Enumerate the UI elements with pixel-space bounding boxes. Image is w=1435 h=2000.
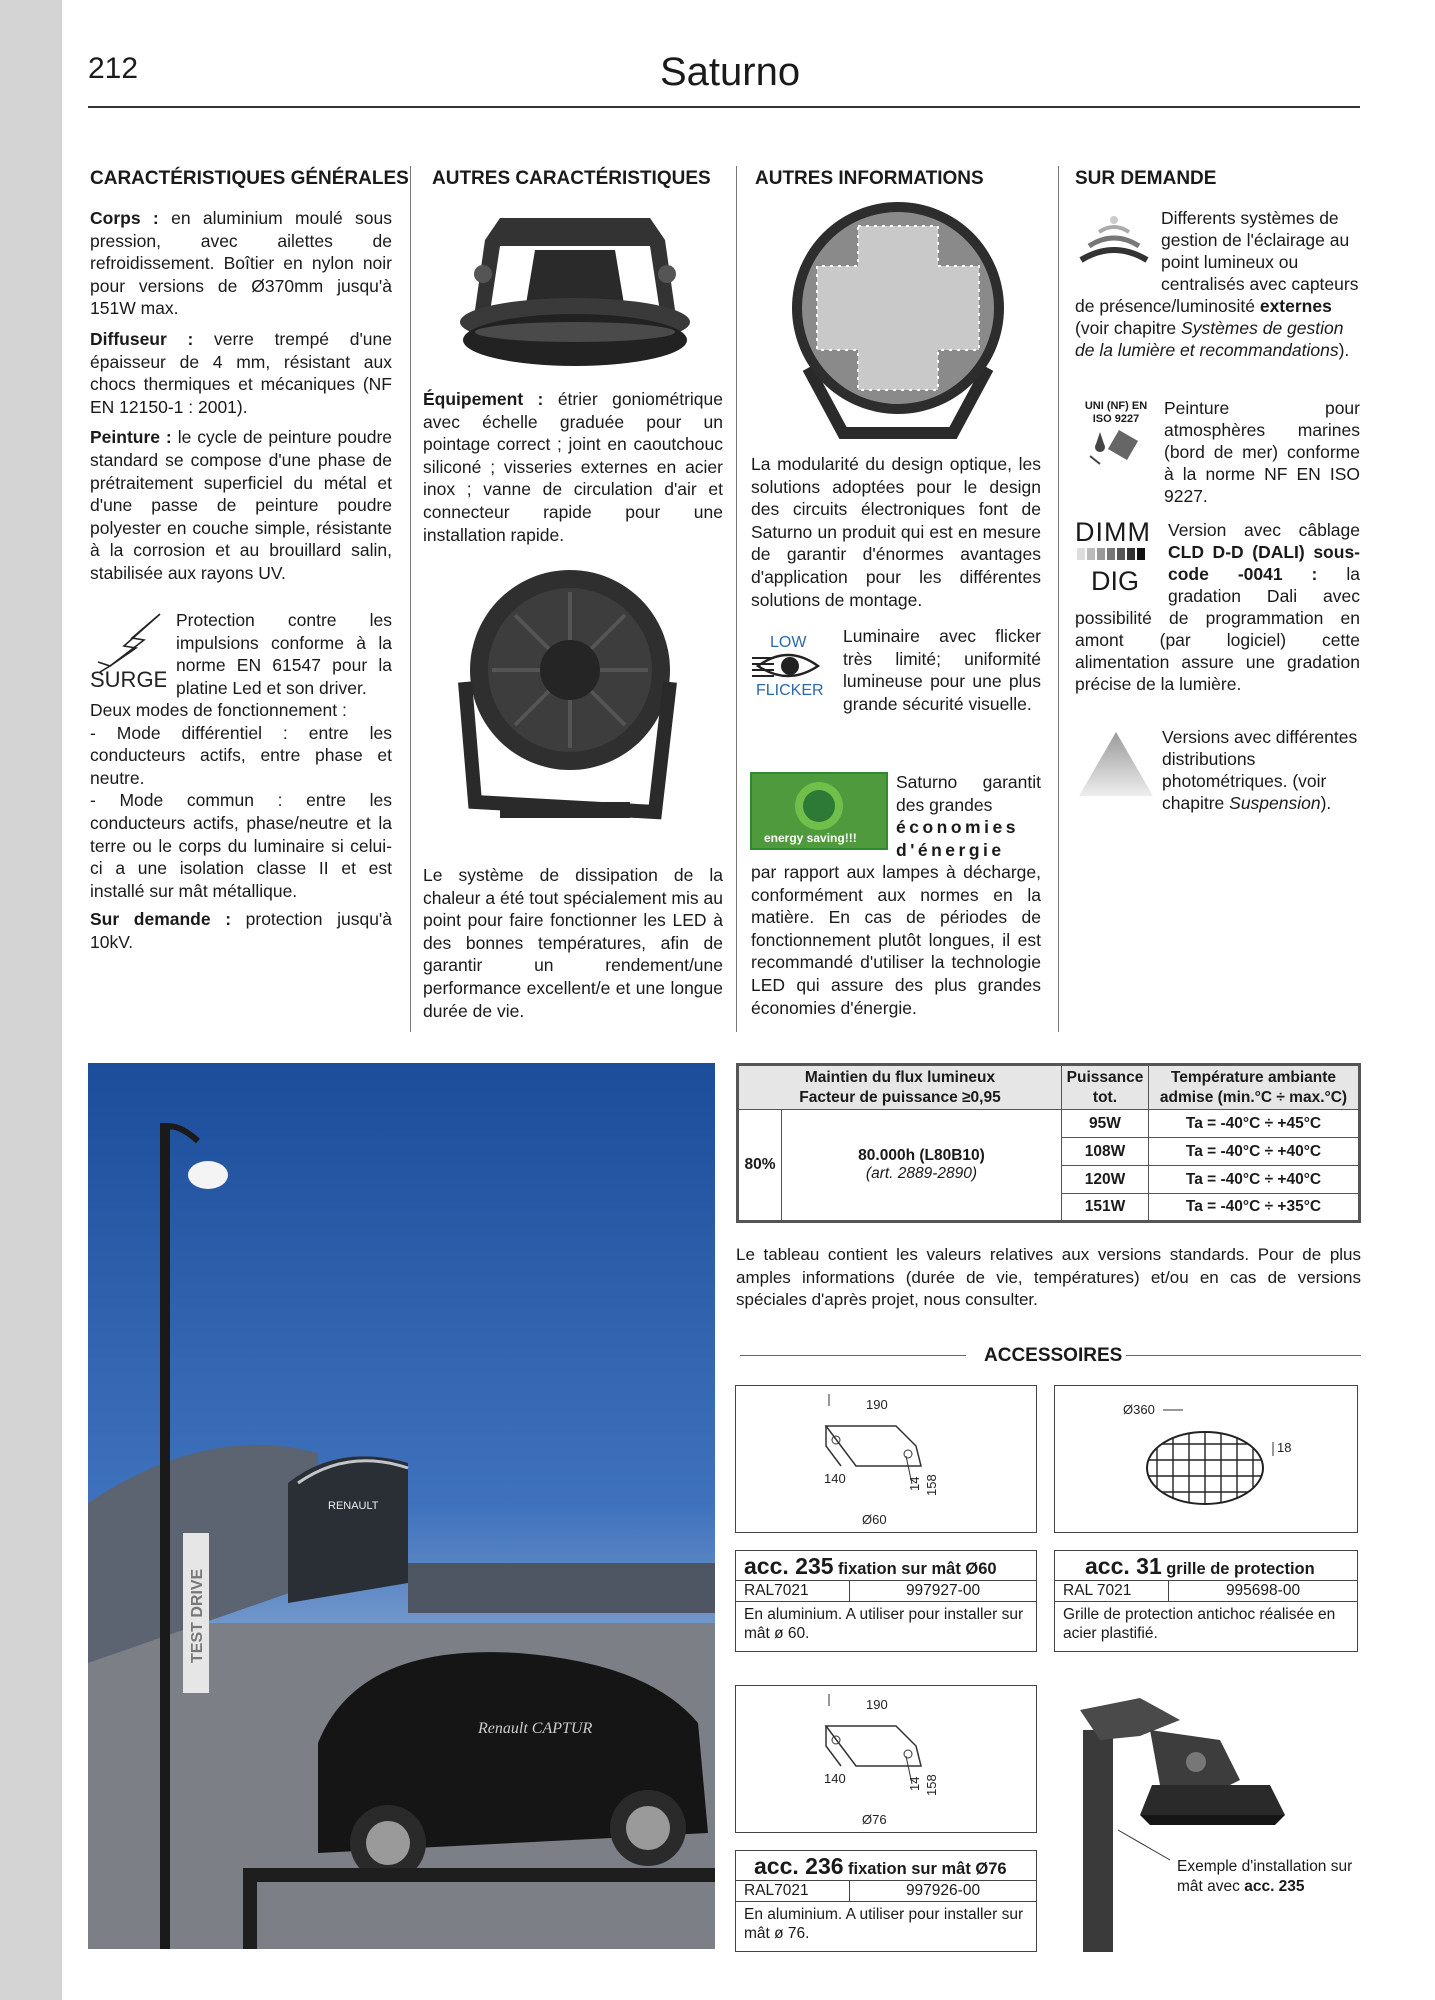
header-power-line2: tot. [1092, 1088, 1118, 1106]
lifetime-value: 80.000h (L80B10) [858, 1147, 985, 1164]
flicker-text: Luminaire avec flicker très limité; uniformité lumineuse pour une plus grande sécurité visuelle. [843, 626, 1041, 714]
accessories-rule-right [1126, 1355, 1361, 1356]
power-cell: 151W [1061, 1194, 1148, 1222]
col1-body [90, 207, 392, 593]
gestion-chapter: Systèmes de gestion de la lumière et recommandations [1075, 318, 1344, 360]
installation-example-image [1070, 1690, 1370, 1952]
diffuseur-label: Diffuseur : [90, 328, 194, 349]
acc235-title [736, 1551, 1036, 1580]
acc235-dim-height: 14 [907, 1476, 922, 1491]
installation-photo [88, 1063, 715, 1949]
gestion-end: ). [1338, 340, 1350, 360]
marine-text: Peinture pour atmosphères marines (bord de mer) conforme à la norme NF EN ISO 9227. [1164, 398, 1360, 506]
surge-text: Protection contre les impulsions conforme à la norme EN 61547 pour la platine Led et son driver. [176, 610, 392, 698]
peinture-label: Peinture : [90, 427, 172, 448]
photometric-text: Versions avec différentes distributions photométriques. (voir chapitre [1162, 727, 1358, 813]
acc31-dim-height: 18 [1277, 1440, 1292, 1455]
peinture-paragraph [90, 426, 392, 584]
header-power-line1: Puissance [1066, 1068, 1144, 1086]
acc235-desc: En aluminium. A utiliser pour installer sur mât ø 60. [744, 1606, 1024, 1642]
header-flux-line1: Maintien du flux lumineux [804, 1068, 996, 1086]
mode-common: - Mode commun : entre les conducteurs actifs, phase/neutre et la terre ou le corps du luminaire si celui-ci a une isolation classe II et est installé sur mât métallique. [90, 790, 392, 901]
sur-demande-paragraph [90, 908, 392, 953]
acc236-title [736, 1851, 1036, 1880]
photo-sign-text: TEST DRIVE [189, 1568, 206, 1663]
acc235-code: acc. 235 [744, 1553, 834, 1579]
acc236-code: acc. 236 [754, 1853, 844, 1879]
dali-text: la gradation Dali avec possibilité de programmation en amont (par logiciel) cette alimentation assure une gradation précise de la lumière. [1075, 564, 1360, 694]
table-row [738, 1110, 1360, 1138]
energie-bold: économies d'énergie [896, 817, 1019, 860]
gestion-ref: (voir chapitre [1075, 318, 1177, 338]
energie-intro: Saturno garantit des grandes [896, 772, 1041, 815]
photo-car-text: Renault CAPTUR [478, 1720, 593, 1737]
dimm-icon-bottom: DIG [1091, 566, 1140, 596]
acc31-card [1054, 1550, 1358, 1652]
surge-icon-label: SURGE [90, 667, 166, 690]
peinture-text: le cycle de peinture poudre standard se compose d'une phase de prétraitement superficiel du métal et d'une passe de peinture poudre polyester en couche simple, résistante à la corrosion et au brouillard salin, stabilisée aux rayons UV. [90, 427, 393, 583]
acc31-codes-row [1055, 1580, 1357, 1602]
header-power [1061, 1065, 1148, 1110]
acc236-card [735, 1850, 1037, 1952]
acc235-dim-pole: Ø60 [862, 1512, 887, 1527]
spec-table [736, 1063, 1361, 1223]
acc235-codes-row [736, 1580, 1036, 1602]
installation-caption-acc: acc. 235 [1244, 1878, 1305, 1895]
acc31-ral: RAL 7021 [1055, 1581, 1169, 1601]
iso-marine-icon [1080, 400, 1152, 472]
col4-heading: SUR DEMANDE [1075, 168, 1217, 189]
gestion-text: Differents systèmes de gestion de l'éclairage au point lumineux ou centralisés avec capteurs de présence/luminosité [1075, 208, 1359, 316]
accessories-heading: ACCESSOIRES [984, 1345, 1123, 1366]
acc235-dim-width: 190 [866, 1397, 888, 1412]
page-number: 212 [88, 52, 139, 85]
photometric-paragraph [1162, 726, 1360, 814]
acc235-dim-depth: 140 [824, 1471, 846, 1486]
dali-code: CLD D-D (DALI) sous-code -0041 : [1168, 542, 1360, 584]
power-cell: 95W [1061, 1110, 1148, 1138]
col2-heading: AUTRES CARACTÉRISTIQUES [432, 168, 711, 189]
acc236-codes-row [736, 1880, 1036, 1902]
temp-cell: Ta = -40°C ÷ +40°C [1148, 1166, 1359, 1194]
temp-cell: Ta = -40°C ÷ +35°C [1148, 1194, 1359, 1222]
acc235-dim-total: 158 [924, 1474, 939, 1496]
acc235-drawing [735, 1385, 1037, 1533]
col1-modes [90, 699, 392, 954]
equipement-label: Équipement : [423, 389, 544, 409]
header-flux [738, 1065, 1062, 1110]
temp-cell: Ta = -40°C ÷ +45°C [1148, 1110, 1359, 1138]
corps-paragraph [90, 207, 392, 320]
col1-heading: CARACTÉRISTIQUES GÉNÉRALES [90, 168, 409, 189]
acc236-name: fixation sur mât Ø76 [847, 1860, 1007, 1878]
gestion-paragraph [1075, 207, 1360, 361]
acc235-ral: RAL7021 [736, 1581, 850, 1601]
installation-caption [1177, 1857, 1367, 1897]
energy-saving-image [750, 772, 888, 850]
sur-demande-label: Sur demande : [90, 909, 232, 930]
power-cell: 120W [1061, 1166, 1148, 1194]
column-divider [410, 166, 411, 1032]
acc31-name: grille de protection [1166, 1560, 1315, 1578]
surge-icon [88, 610, 166, 690]
energy-saving-badge: energy saving!!! [764, 831, 857, 845]
page-title: Saturno [660, 50, 801, 94]
acc235-ref: 997927-00 [905, 1582, 981, 1599]
modularite-text: La modularité du design optique, les solutions adoptées pour le design des circuits électroniques font de Saturno un produit qui est en mesure de garantir d'énormes avantages d'application pour les différentes solutions de montage. [751, 454, 1041, 610]
acc31-drawing [1054, 1385, 1358, 1533]
dimm-icon-top: DIMM [1075, 517, 1151, 547]
acc236-drawing [735, 1685, 1037, 1833]
diffuseur-text: verre trempé d'une épaisseur de 4 mm, résistant aux chocs thermiques et mécaniques (NF EN 12150-1 : 2001). [90, 328, 392, 417]
lifetime-cell [782, 1110, 1062, 1222]
maintenance-percent: 80% [738, 1110, 782, 1222]
acc31-title [1055, 1551, 1357, 1580]
photometric-chapter: Suspension [1229, 793, 1321, 813]
dali-paragraph [1075, 519, 1360, 695]
col3-heading: AUTRES INFORMATIONS [755, 168, 984, 189]
acc235-name: fixation sur mât Ø60 [837, 1560, 997, 1578]
luminaire-back-image [445, 562, 690, 842]
acc236-dim-pole: Ø76 [862, 1812, 887, 1827]
acc236-dim-depth: 140 [824, 1771, 846, 1786]
acc236-dim-total: 158 [924, 1774, 939, 1796]
photo-building-text: RENAULT [328, 1500, 379, 1512]
acc236-dim-width: 190 [866, 1697, 888, 1712]
sur-demande-text: protection jusqu'à 10kV. [90, 909, 392, 952]
luminaire-front-image [783, 198, 1013, 443]
header-temp [1148, 1065, 1359, 1110]
acc236-ral: RAL7021 [736, 1881, 850, 1901]
low-flicker-icon-top: LOW [770, 634, 807, 651]
corps-label: Corps : [90, 208, 159, 228]
acc236-ref: 997926-00 [905, 1882, 981, 1899]
header-rule [88, 106, 1360, 108]
article-codes: (art. 2889-2890) [865, 1165, 978, 1182]
header-temp-line2: admise (min.°C ÷ max.°C) [1159, 1088, 1348, 1106]
acc235-card [735, 1550, 1037, 1652]
header-temp-line1: Température ambiante [1170, 1068, 1337, 1086]
accessories-rule-left [740, 1355, 966, 1356]
gestion-bold: externes [1259, 296, 1332, 316]
photometric-end: ). [1320, 793, 1332, 813]
photometric-cone-icon [1075, 728, 1157, 800]
temp-cell: Ta = -40°C ÷ +40°C [1148, 1138, 1359, 1166]
power-cell: 108W [1061, 1138, 1148, 1166]
table-note: Le tableau contient les valeurs relatives aux versions standards. Pour de plus amples informations (durée de vie, températures) et/ou en cas de versions spéciales d'après projet, nous consulter. [736, 1245, 1361, 1310]
diffuseur-paragraph [90, 328, 392, 418]
equipement-text: étrier goniométrique avec échelle graduée pour un pointage correct ; joint en caoutchouc siliconé ; visseries externes en acier inox ; vanne de circulation d'air et connecteur rapide pour une installation rapide. [423, 389, 723, 545]
acc236-dim-height: 14 [907, 1776, 922, 1791]
column-divider [1058, 166, 1059, 1032]
corps-text: en aluminium moulé sous pression, avec ailettes de refroidissement. Boîtier en nylon noir pour versions de Ø370mm jusqu'à 151W max. [90, 208, 393, 319]
column-divider [736, 166, 737, 1032]
low-flicker-icon [752, 632, 824, 698]
dissipation-text: Le système de dissipation de la chaleur a été tout spécialement mis au point pour faire fonctionner les LED à des bonnes températures, afin de garantir un rendement/une performance excellent/e et une longue durée de vie. [423, 865, 723, 1021]
equipement-paragraph [423, 388, 723, 546]
iso-icon-label: UNI (NF) EN ISO 9227 [1084, 400, 1148, 425]
modes-intro: Deux modes de fonctionnement : [90, 700, 347, 720]
energie-text: par rapport aux lampes à décharge, conformément aux normes en la matière. En cas de périodes de fonctionnement plutôt longues, il est recommandé d'utiliser la technologie LED qui assure des plus grandes économies d'énergie. [751, 862, 1041, 1018]
page-side-band [0, 0, 62, 2000]
mode-differential: - Mode différentiel : entre les conducteurs actifs, entre phase et neutre. [90, 722, 392, 788]
acc31-dim-diameter: Ø360 [1123, 1402, 1155, 1417]
acc31-code: acc. 31 [1085, 1553, 1162, 1579]
acc31-desc: Grille de protection antichoc réalisée en acier plastifié. [1063, 1606, 1336, 1642]
dali-intro: Version avec câblage [1168, 520, 1360, 540]
spec-table-header [738, 1065, 1360, 1110]
acc236-desc: En aluminium. A utiliser pour installer sur mât ø 76. [744, 1906, 1024, 1942]
acc31-ref: 995698-00 [1225, 1582, 1301, 1599]
low-flicker-icon-bottom: FLICKER [756, 682, 824, 698]
installation-caption-text: Exemple d'installation sur mât avec [1177, 1858, 1353, 1895]
luminaire-bracket-image [445, 200, 705, 380]
header-flux-line2: Facteur de puissance ≥0,95 [799, 1088, 1001, 1106]
